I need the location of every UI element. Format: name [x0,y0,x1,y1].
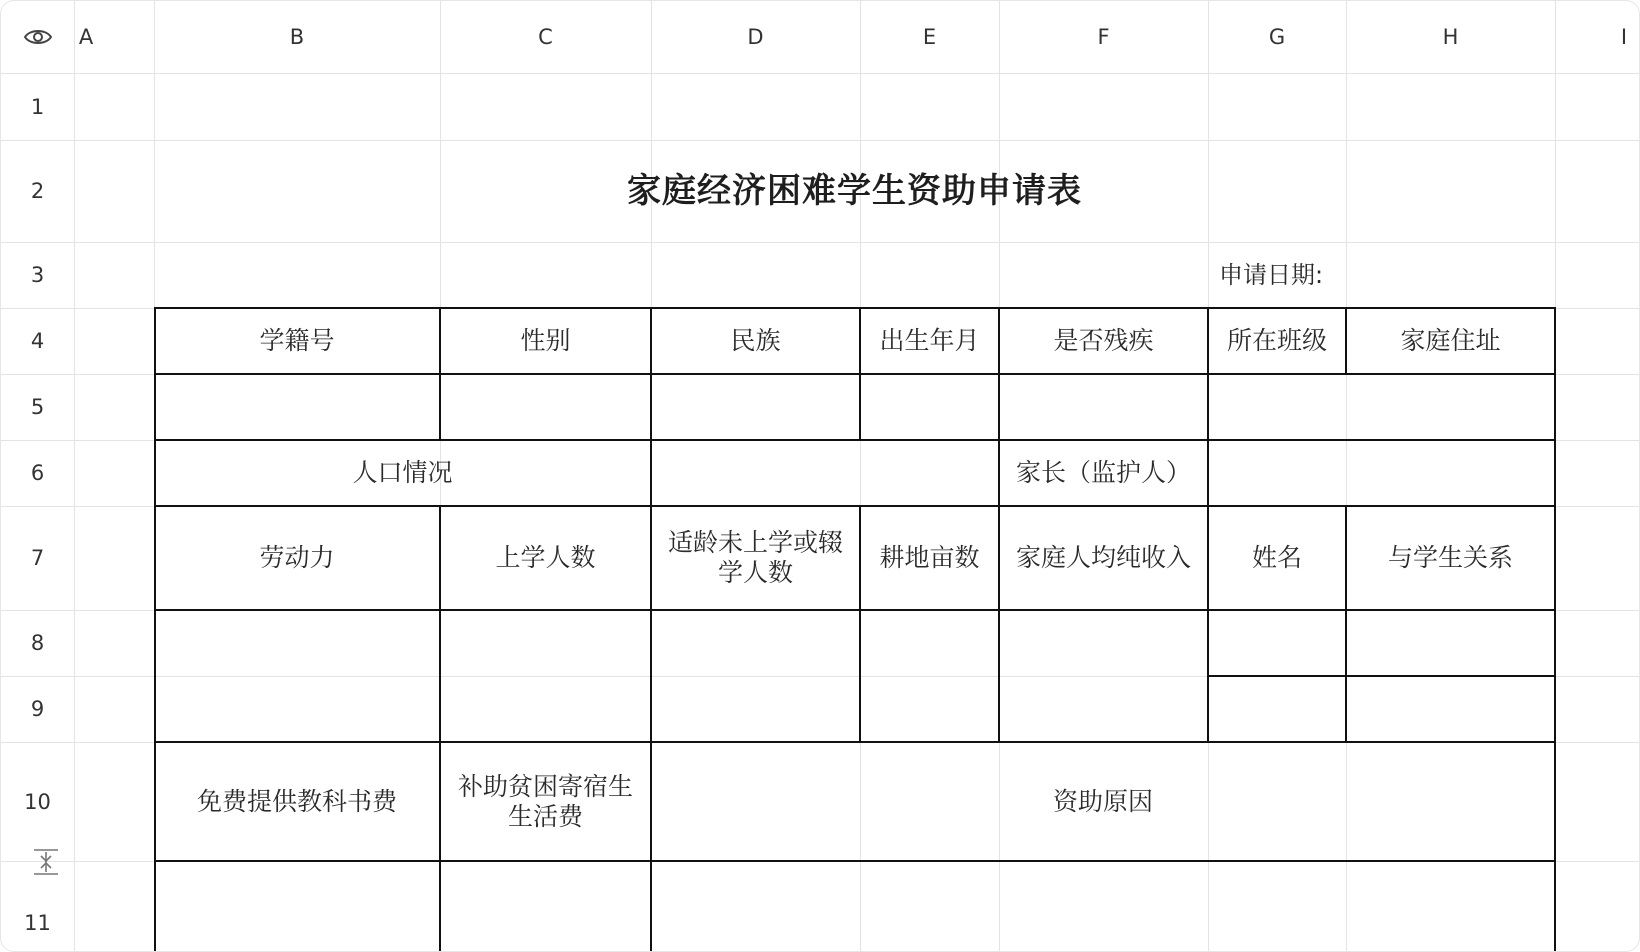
table-border [1207,307,1209,742]
table-border [650,307,652,952]
row-header-1[interactable]: 1 [30,94,45,119]
farmland-header[interactable]: 耕地亩数 [879,543,980,572]
application-date-label[interactable]: 申请日期: [1219,261,1324,289]
row-header-11[interactable]: 11 [24,911,51,935]
table-border [154,307,156,952]
column-header-h[interactable]: H [1442,25,1459,49]
row-header-7[interactable]: 7 [30,546,45,570]
table-border [1208,675,1556,677]
table-border [439,307,441,440]
column-header-i[interactable]: I [1620,25,1628,49]
table-border [1345,505,1347,742]
gender-header[interactable]: 性别 [520,326,571,355]
column-header-a[interactable]: A [78,25,94,49]
row-header-4[interactable]: 4 [30,329,45,353]
table-border [1554,307,1556,952]
row-header-10[interactable]: 10 [24,789,51,814]
row-header-6[interactable]: 6 [30,461,45,485]
student-id-header[interactable]: 学籍号 [259,326,335,355]
labor-header[interactable]: 劳动力 [259,543,335,572]
table-border [154,439,1556,441]
form-title[interactable]: 家庭经济困难学生资助申请表 [627,171,1082,211]
population-header[interactable]: 人口情况 [352,458,453,487]
freeze-rows-icon[interactable] [31,847,61,877]
relation-header[interactable]: 与学生关系 [1387,543,1513,572]
ethnicity-header[interactable]: 民族 [730,326,781,355]
name-header[interactable]: 姓名 [1251,543,1302,572]
column-header-c[interactable]: C [538,25,553,49]
guardian-header[interactable]: 家长（监护人） [1015,458,1191,487]
row-header-2[interactable]: 2 [30,179,45,203]
column-header-d[interactable]: D [747,25,764,49]
birth-date-header[interactable]: 出生年月 [879,326,980,355]
textbook-fee-header[interactable]: 免费提供教科书费 [196,786,397,816]
address-header[interactable]: 家庭住址 [1400,326,1501,355]
column-header-e[interactable]: E [922,25,937,49]
table-border [154,860,1556,862]
in-school-count-header[interactable]: 上学人数 [495,543,596,572]
aid-reason-header[interactable]: 资助原因 [1052,786,1153,816]
row-header-8[interactable]: 8 [30,631,45,655]
dropout-count-header[interactable]: 适龄未上学或辍学人数 [667,528,843,587]
gridline [1,73,1640,74]
boarding-subsidy-header[interactable]: 补助贫困寄宿生生活费 [457,771,633,831]
table-border [859,307,861,440]
disability-header[interactable]: 是否残疾 [1053,326,1154,355]
eye-icon[interactable] [23,27,53,47]
column-header-b[interactable]: B [289,25,305,49]
column-header-g[interactable]: G [1268,25,1286,49]
class-header[interactable]: 所在班级 [1226,326,1327,355]
row-header-3[interactable]: 3 [30,263,45,287]
table-border [859,505,861,742]
row-header-9[interactable]: 9 [30,697,45,721]
table-border [998,307,1000,742]
table-border [439,505,441,952]
table-border [1345,307,1347,374]
income-header[interactable]: 家庭人均纯收入 [1015,543,1191,572]
row-header-5[interactable]: 5 [30,395,45,419]
column-header-f[interactable]: F [1097,25,1110,49]
gridline [74,1,75,952]
